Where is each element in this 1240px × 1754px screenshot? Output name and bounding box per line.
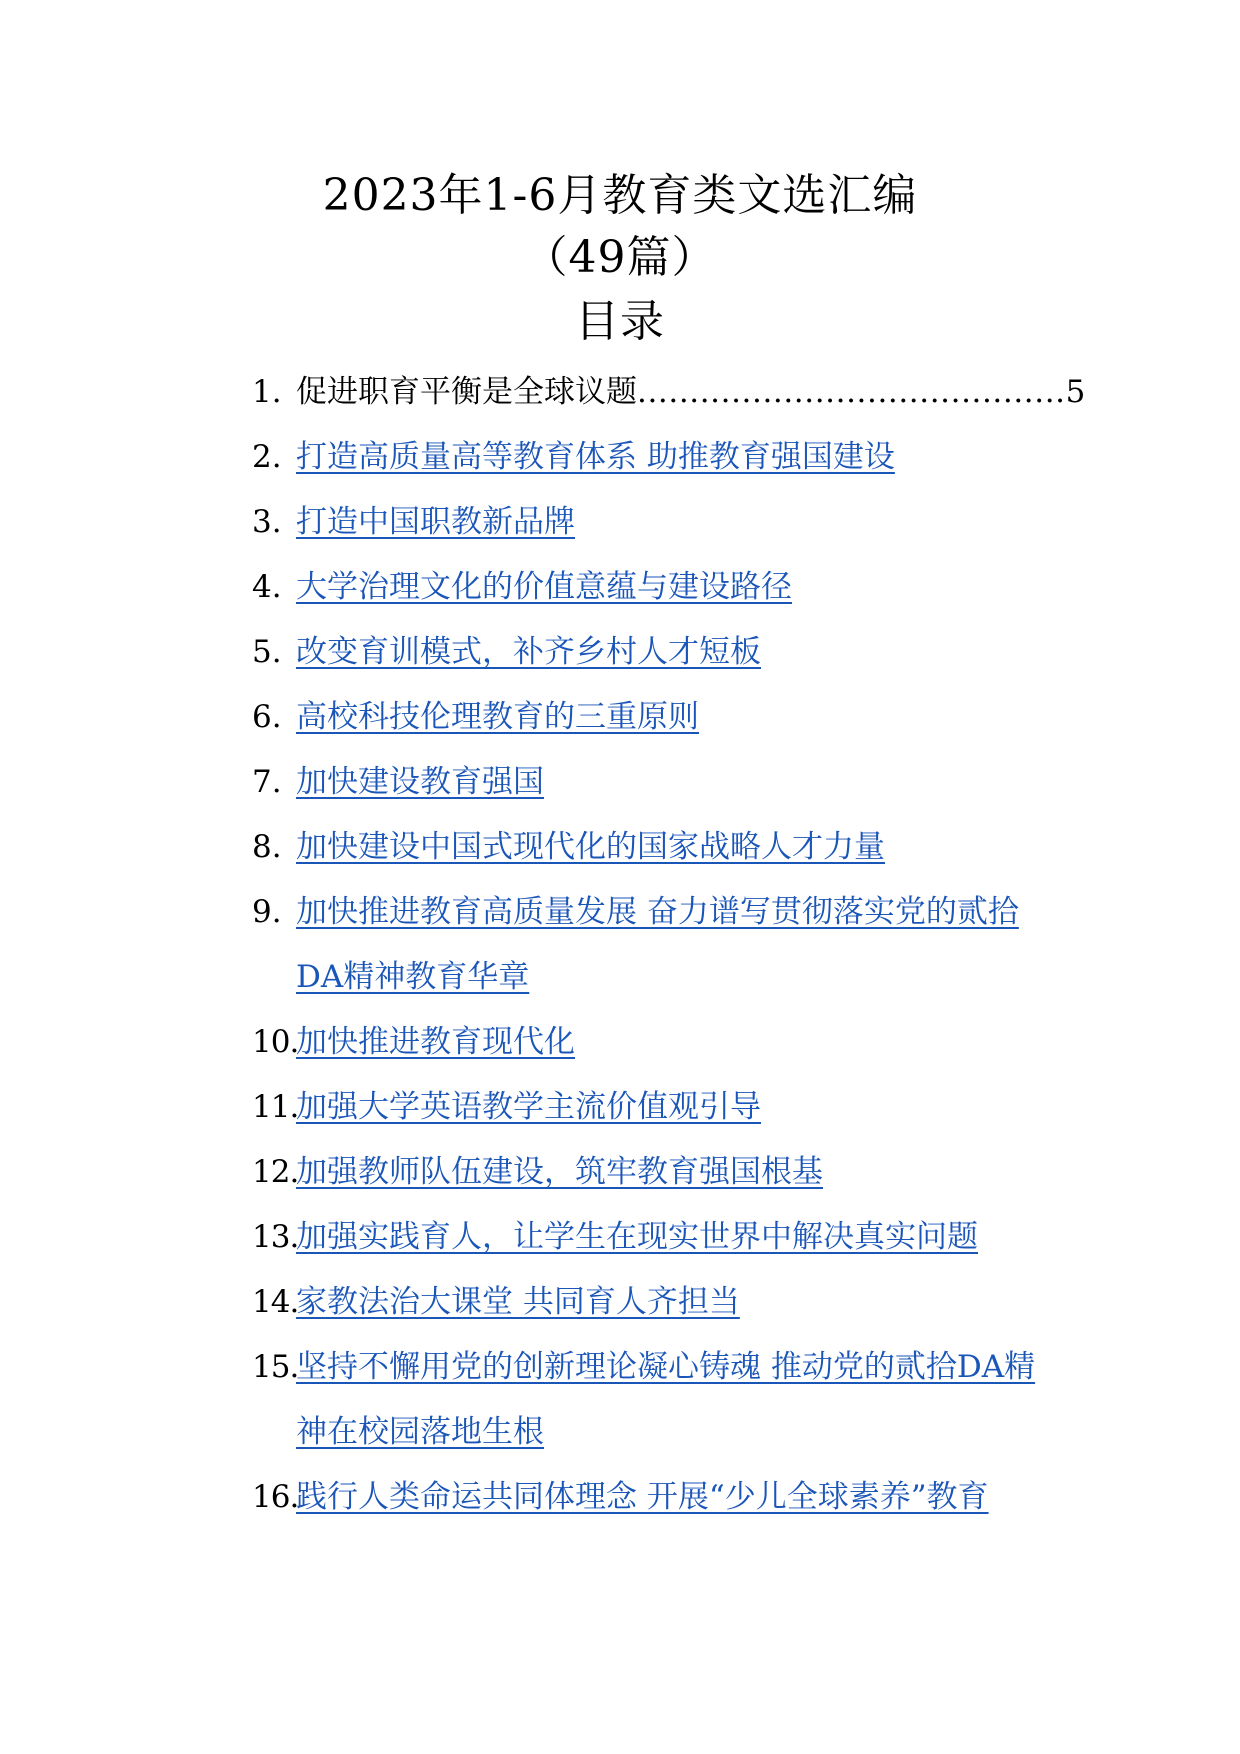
toc-item xyxy=(252,490,1052,555)
toc-item-number: 9. xyxy=(252,894,282,930)
toc-item xyxy=(252,1140,1052,1205)
toc-item-number: 3. xyxy=(252,504,282,540)
toc-item xyxy=(252,425,1052,490)
toc-item-number: 4. xyxy=(252,569,282,605)
toc-item-number: 13. xyxy=(252,1219,299,1255)
toc-item-link[interactable]: 高校科技伦理教育的三重原则 xyxy=(296,699,699,735)
toc-item-number: 10. xyxy=(252,1024,299,1060)
toc-item-number: 11. xyxy=(252,1089,299,1125)
toc-item xyxy=(252,685,1052,750)
toc-item-link[interactable]: 打造中国职教新品牌 xyxy=(296,504,575,540)
toc-item xyxy=(252,1205,1052,1270)
toc-item-number: 8. xyxy=(252,829,282,865)
toc-item xyxy=(252,555,1052,620)
toc-item xyxy=(252,620,1052,685)
document-title: 2023年1-6月教育类文选汇编 xyxy=(322,170,918,221)
toc-item xyxy=(252,1270,1052,1335)
toc-item-number: 1. xyxy=(252,374,282,410)
toc-item xyxy=(252,750,1052,815)
toc-leader-dots: ......................................... xyxy=(637,374,1066,410)
toc-item-number: 14. xyxy=(252,1284,299,1320)
table-of-contents xyxy=(252,360,1086,1530)
toc-item xyxy=(252,815,1052,880)
toc-item xyxy=(252,1465,1052,1530)
toc-item-number: 6. xyxy=(252,699,282,735)
toc-heading: 目录 xyxy=(575,296,665,347)
toc-item-link[interactable]: 大学治理文化的价值意蕴与建设路径 xyxy=(296,569,792,605)
toc-item-link[interactable]: 加强教师队伍建设，筑牢教育强国根基 xyxy=(296,1154,823,1190)
toc-item-link[interactable]: 加强大学英语教学主流价值观引导 xyxy=(296,1089,761,1125)
toc-item-link[interactable]: 加快推进教育现代化 xyxy=(296,1024,575,1060)
toc-item-link[interactable]: 改变育训模式，补齐乡村人才短板 xyxy=(296,634,761,670)
toc-item-link[interactable]: 打造高质量高等教育体系 助推教育强国建设 xyxy=(296,439,895,475)
toc-item-link[interactable]: 加快建设教育强国 xyxy=(296,764,544,800)
toc-item xyxy=(252,880,1052,1010)
document-subtitle: （49篇） xyxy=(523,232,717,283)
toc-item-link[interactable]: 加快建设中国式现代化的国家战略人才力量 xyxy=(296,829,885,865)
toc-item-link[interactable]: 加强实践育人，让学生在现实世界中解决真实问题 xyxy=(296,1219,978,1255)
toc-item-link[interactable]: 加快推进教育高质量发展 奋力谱写贯彻落实党的贰拾DA精神教育华章 xyxy=(296,894,1019,995)
toc-item xyxy=(252,360,1086,425)
toc-item-number: 12. xyxy=(252,1154,299,1190)
toc-item-number: 5. xyxy=(252,634,282,670)
toc-item-number: 7. xyxy=(252,764,282,800)
toc-item-number: 15. xyxy=(252,1349,299,1385)
toc-item xyxy=(252,1335,1052,1465)
toc-item-link[interactable]: 践行人类命运共同体理念 开展“少儿全球素养”教育 xyxy=(296,1479,989,1515)
toc-item-number: 2. xyxy=(252,439,282,475)
toc-item-number: 16. xyxy=(252,1479,299,1515)
toc-item-link[interactable]: 坚持不懈用党的创新理论凝心铸魂 推动党的贰拾DA精神在校园落地生根 xyxy=(296,1349,1036,1450)
toc-item xyxy=(252,1075,1052,1140)
toc-item-link[interactable]: 家教法治大课堂 共同育人齐担当 xyxy=(296,1284,740,1320)
toc-page-number: 5 xyxy=(1065,374,1086,410)
toc-item xyxy=(252,1010,1052,1075)
toc-item-title[interactable]: 促进职育平衡是全球议题 xyxy=(296,374,637,410)
